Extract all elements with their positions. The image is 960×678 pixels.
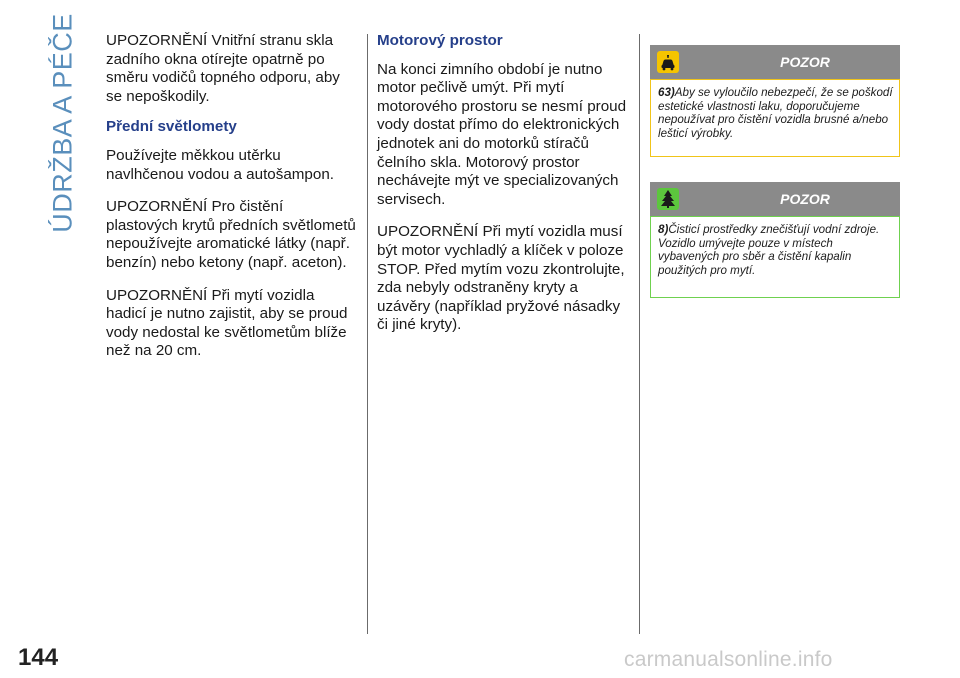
note-number: 8)	[658, 223, 669, 236]
middle-column	[377, 32, 631, 349]
tree-environment-icon	[656, 187, 680, 211]
warning-text: Aby se vyloučilo nebezpečí, že se poškodí estetické vlastnosti laku, doporučujeme nepoužívat pro čistění vozidla brusné a/nebo lešticí výrobky.	[658, 86, 893, 140]
warning-body	[650, 79, 900, 157]
paragraph: Používejte měkkou utěrku navlhčenou vodou a autošampon.	[106, 146, 334, 183]
warning-header	[650, 45, 900, 79]
column-divider	[367, 34, 368, 634]
warning-body	[650, 216, 900, 298]
warning-title: POZOR	[780, 191, 830, 207]
note-number: 63)	[658, 86, 675, 99]
warning-text: Čisticí prostředky znečišťují vodní zdroje. Vozidlo umývejte pouze v místech vybavených pro sběr a čistění kapalin použitých pro mytí.	[658, 223, 880, 277]
warning-header	[650, 182, 900, 216]
car-warning-icon	[656, 50, 680, 74]
paragraph: UPOZORNĚNÍ Při mytí vozidla hadicí je nutno zajistit, aby se proud vody nedostal ke světlometům blíže než na 20 cm.	[106, 286, 348, 360]
left-column	[106, 32, 356, 375]
section-title-text: ÚDRŽBA A PÉČE	[47, 13, 78, 233]
column-divider	[639, 34, 640, 634]
warning-title: POZOR	[780, 54, 830, 70]
heading-engine-bay: Motorový prostor	[377, 32, 503, 49]
page-number: 144	[18, 644, 59, 671]
warning-box	[650, 45, 900, 157]
paragraph: Na konci zimního období je nutno motor pečlivě umýt. Při mytí motorového prostoru se nesmí proud vody dostat přímo do elektronických jednotek ani do motorků stíračů čelního skla. Motorový prostor nechávejte mýt ve specializovaných servisech.	[377, 60, 627, 208]
footer-watermark: carmanualsonline.info	[624, 648, 833, 671]
section-title	[40, 13, 86, 233]
paragraph: UPOZORNĚNÍ Pro čistění plastových krytů předních světlometů nepoužívejte aromatické látky (např. benzín) nebo ketony (např. aceton).	[106, 198, 356, 271]
heading-headlights: Přední světlomety	[106, 118, 237, 136]
environment-warning-box	[650, 182, 900, 298]
paragraph: UPOZORNĚNÍ Vnitřní stranu skla zadního okna otírejte opatrně po směru vodičů topného odporu, aby se nepoškodily.	[106, 32, 340, 105]
paragraph: UPOZORNĚNÍ Při mytí vozidla musí být motor vychladlý a klíček v poloze STOP. Před mytím vozu zkontrolujte, zda nebyly odstraněny kryty a uzávěry (například pryžové násadky či jiné kryty).	[377, 223, 625, 334]
